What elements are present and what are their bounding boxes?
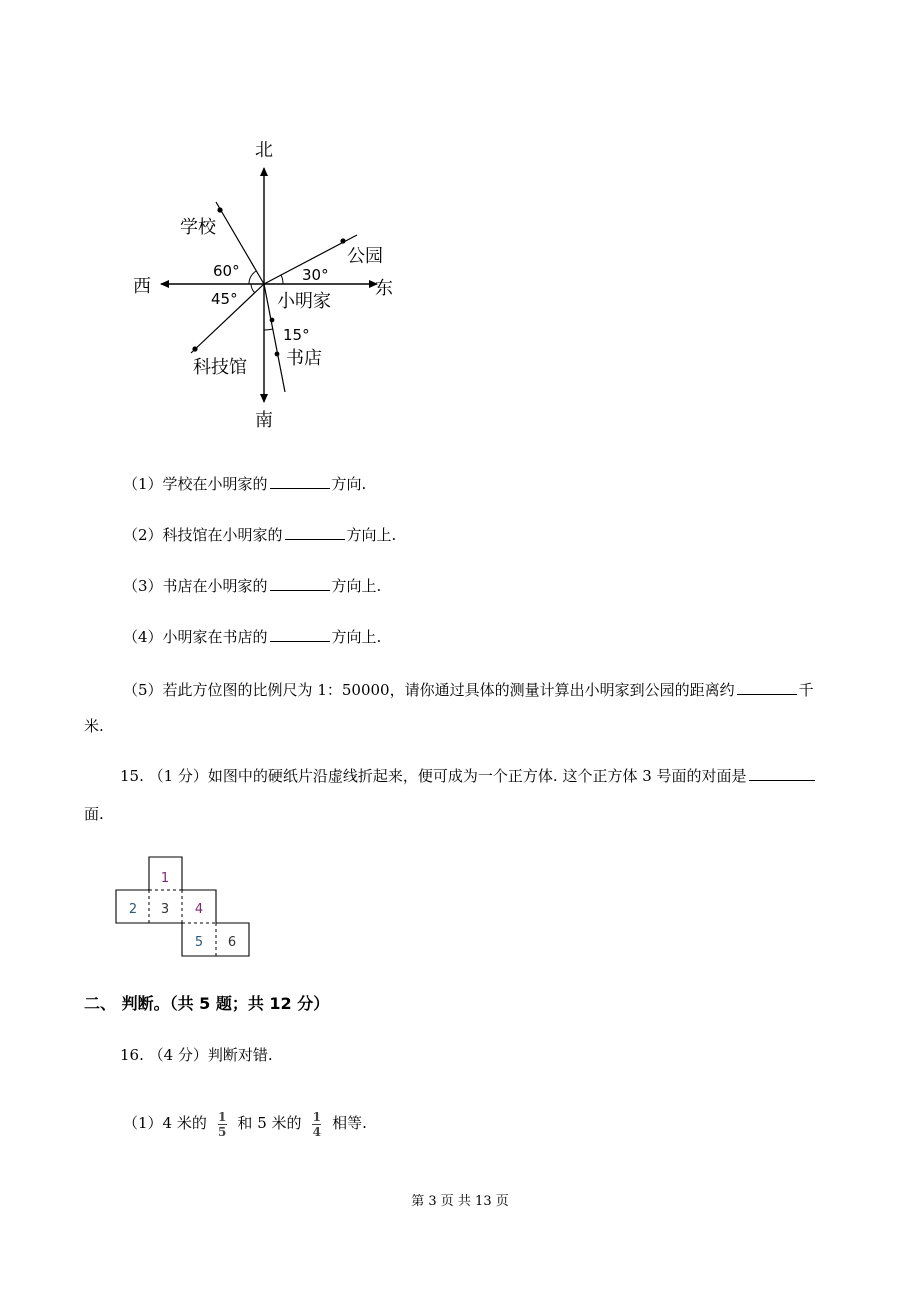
answer-blank[interactable] <box>270 474 330 489</box>
face-6: 6 <box>227 935 237 950</box>
q15-stem-cont <box>84 804 104 824</box>
q16-text: 16. （4 分）判断对错. <box>120 1046 273 1064</box>
answer-blank[interactable] <box>285 525 345 540</box>
angle-arc-30 <box>281 275 283 284</box>
answer-blank[interactable] <box>270 627 330 642</box>
q14-part5-cont <box>84 716 104 736</box>
q14-part5-text: （5）若此方位图的比例尺为 1：50000，请你通过具体的测量计算出小明家到公园的距离约 <box>123 681 735 699</box>
q15-stem <box>120 766 817 786</box>
page-footer: 第 3 页 共 13 页 <box>411 1194 509 1209</box>
cube-net <box>115 856 251 958</box>
fraction-one-fourth <box>312 1111 321 1138</box>
label-home: 小明家 <box>277 291 331 312</box>
q14-part5-suffix: 千 <box>798 681 814 699</box>
answer-blank[interactable] <box>737 680 797 695</box>
q16-part1-text-c: 相等. <box>332 1114 367 1132</box>
label-school: 学校 <box>180 217 216 238</box>
fraction-numerator: 1 <box>312 1109 321 1124</box>
face-5: 5 <box>194 935 204 950</box>
section-title: 二、 判断。（共 5 题；共 12 分） <box>84 994 330 1013</box>
q14-part4-text: （4）小明家在书店的 <box>123 628 268 646</box>
q14-part3 <box>123 576 381 596</box>
answer-blank[interactable] <box>270 576 330 591</box>
angle-arc-15 <box>264 329 273 330</box>
fraction-numerator: 1 <box>217 1109 227 1124</box>
label-angle-60: 60° <box>213 262 240 280</box>
label-north: 北 <box>255 140 273 161</box>
q14-part4 <box>123 627 381 647</box>
angle-arc-60 <box>249 271 256 284</box>
q14-part2-suffix: 方向上. <box>346 526 397 544</box>
label-museum: 科技馆 <box>193 357 247 378</box>
fraction-denominator: 4 <box>312 1124 321 1139</box>
q14-part1-suffix: 方向. <box>331 475 367 493</box>
compass-diagram <box>125 130 415 435</box>
bookstore-point <box>270 318 275 323</box>
face-4: 4 <box>194 902 204 917</box>
museum-point <box>192 346 197 351</box>
label-angle-30: 30° <box>302 266 329 284</box>
q16-stem <box>120 1045 273 1065</box>
q14-part3-suffix: 方向上. <box>331 577 382 595</box>
q14-part5-continuation: 米. <box>84 717 104 735</box>
q14-part1-text: （1）学校在小明家的 <box>123 475 268 493</box>
bookstore-point-2 <box>275 352 280 357</box>
label-east: 东 <box>375 278 393 299</box>
label-park: 公园 <box>347 246 383 267</box>
label-bookstore: 书店 <box>286 348 322 369</box>
label-angle-45: 45° <box>211 290 238 308</box>
answer-blank[interactable] <box>749 766 815 781</box>
q16-part1-text-b: 和 5 米的 <box>237 1114 302 1132</box>
label-angle-15: 15° <box>283 326 310 344</box>
label-west: 西 <box>133 276 151 297</box>
q14-part5 <box>123 680 814 700</box>
q14-part2-text: （2）科技馆在小明家的 <box>123 526 283 544</box>
q14-part3-text: （3）书店在小明家的 <box>123 577 268 595</box>
face-2: 2 <box>128 902 138 917</box>
label-south: 南 <box>255 410 273 431</box>
q15-text-continuation: 面. <box>84 805 104 823</box>
q14-part2 <box>123 525 396 545</box>
q16-part1 <box>123 1106 367 1140</box>
face-3: 3 <box>160 902 170 917</box>
fraction-denominator: 5 <box>217 1124 227 1139</box>
angle-arc-45 <box>251 284 255 293</box>
q14-part4-suffix: 方向上. <box>331 628 382 646</box>
q14-part1 <box>123 474 366 494</box>
q16-part1-text-a: （1）4 米的 <box>123 1114 207 1132</box>
face-1: 1 <box>160 871 170 886</box>
park-point <box>340 238 345 243</box>
school-point <box>217 207 222 212</box>
fraction-one-fifth <box>218 1111 227 1138</box>
q15-text: 15. （1 分）如图中的硬纸片沿虚线折起来，便可成为一个正方体. 这个正方体 3 号面的对面是 <box>120 767 747 785</box>
